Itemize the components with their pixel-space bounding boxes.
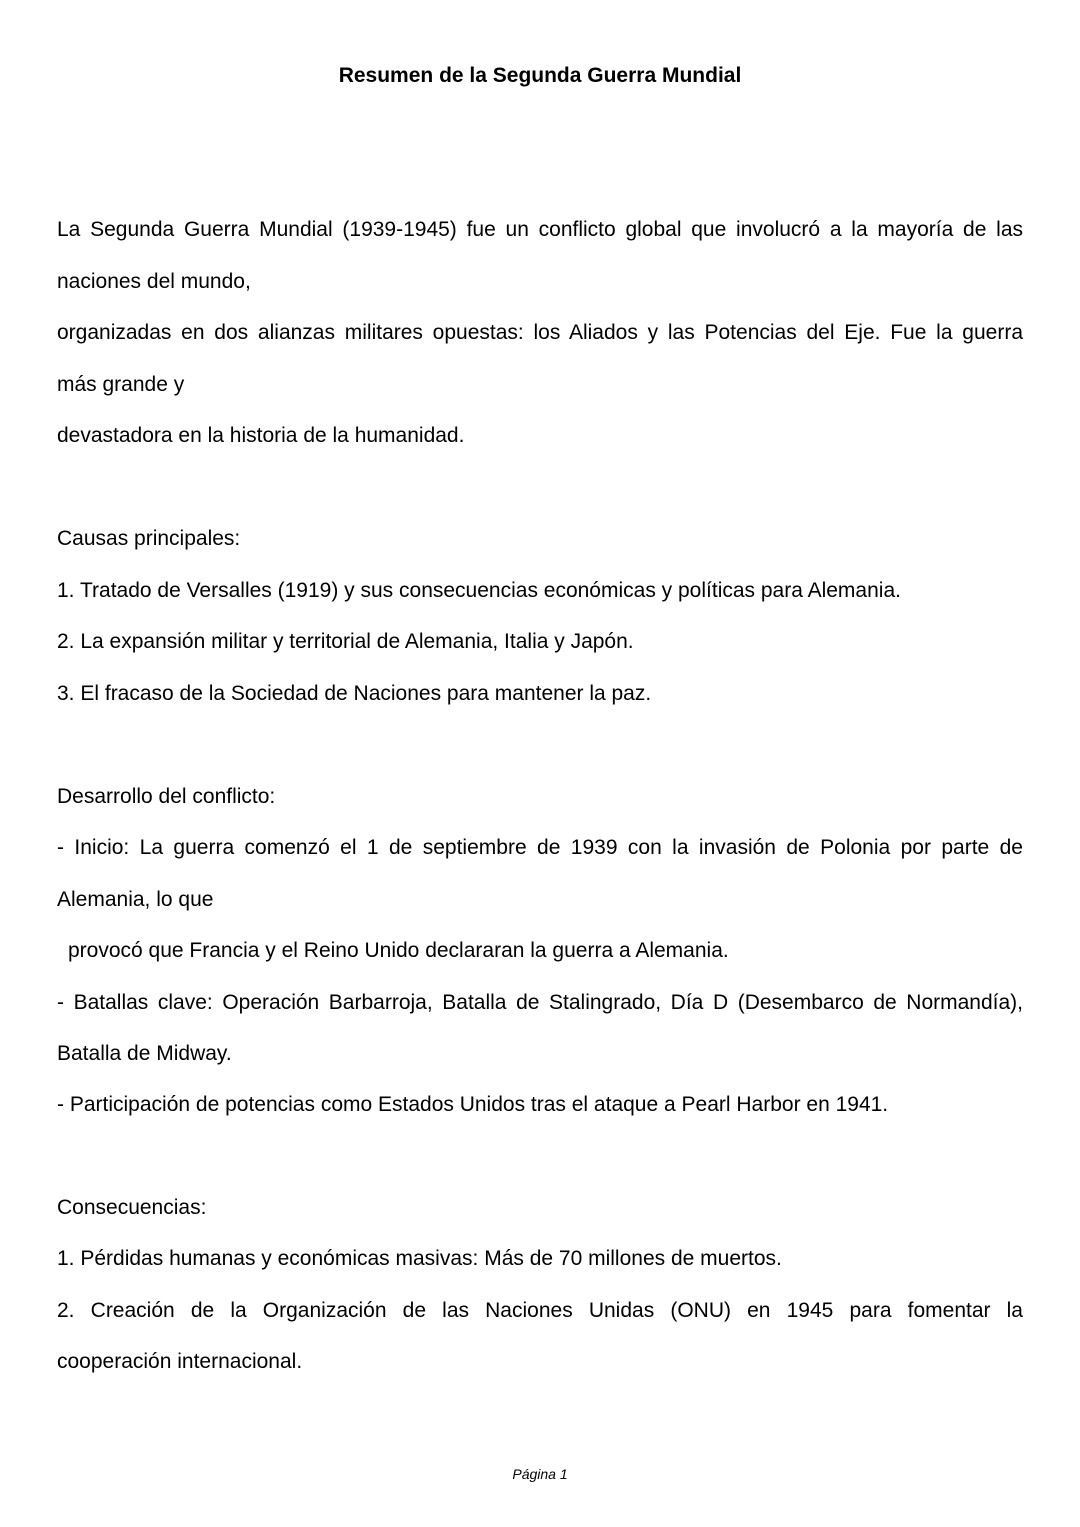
causes-item-1: 1. Tratado de Versalles (1919) y sus consecuencias económicas y políticas para Alemania. xyxy=(57,579,901,602)
development-line-2: Alemania, lo que xyxy=(57,888,214,911)
development-line-5: Batalla de Midway. xyxy=(57,1042,232,1065)
development-line-6: - Participación de potencias como Estados Unidos tras el ataque a Pearl Harbor en 1941. xyxy=(57,1093,889,1116)
consequences-heading: Consecuencias: xyxy=(57,1196,207,1219)
intro-line-4: más grande y xyxy=(57,373,185,396)
development-line-1: - Inicio: La guerra comenzó el 1 de septiembre de 1939 con la invasión de Polonia por parte de xyxy=(57,836,1023,859)
development-heading: Desarrollo del conflicto: xyxy=(57,785,276,808)
consequences-line-3: cooperación internacional. xyxy=(57,1350,303,1373)
document-title: Resumen de la Segunda Guerra Mundial xyxy=(338,64,742,87)
causes-heading: Causas principales: xyxy=(57,527,241,550)
consequences-line-1: 1. Pérdidas humanas y económicas masivas: Más de 70 millones de muertos. xyxy=(57,1247,782,1270)
causes-item-2: 2. La expansión militar y territorial de Alemania, Italia y Japón. xyxy=(57,630,634,653)
page-number-footer: Página 1 xyxy=(512,1466,568,1482)
intro-line-2: naciones del mundo, xyxy=(57,270,251,293)
development-line-3: provocó que Francia y el Reino Unido declararan la guerra a Alemania. xyxy=(68,939,729,962)
intro-line-5: devastadora en la historia de la humanidad. xyxy=(57,424,465,447)
intro-line-3: organizadas en dos alianzas militares opuestas: los Aliados y las Potencias del Eje. Fue la guerra xyxy=(57,321,1023,344)
development-line-4: - Batallas clave: Operación Barbarroja, Batalla de Stalingrado, Día D (Desembarco de Normandía), xyxy=(57,991,1023,1014)
causes-item-3: 3. El fracaso de la Sociedad de Naciones para mantener la paz. xyxy=(57,682,652,705)
intro-line-1: La Segunda Guerra Mundial (1939-1945) fue un conflicto global que involucró a la mayoría de las xyxy=(57,218,1023,241)
consequences-line-2: 2. Creación de la Organización de las Naciones Unidas (ONU) en 1945 para fomentar la xyxy=(57,1299,1023,1322)
